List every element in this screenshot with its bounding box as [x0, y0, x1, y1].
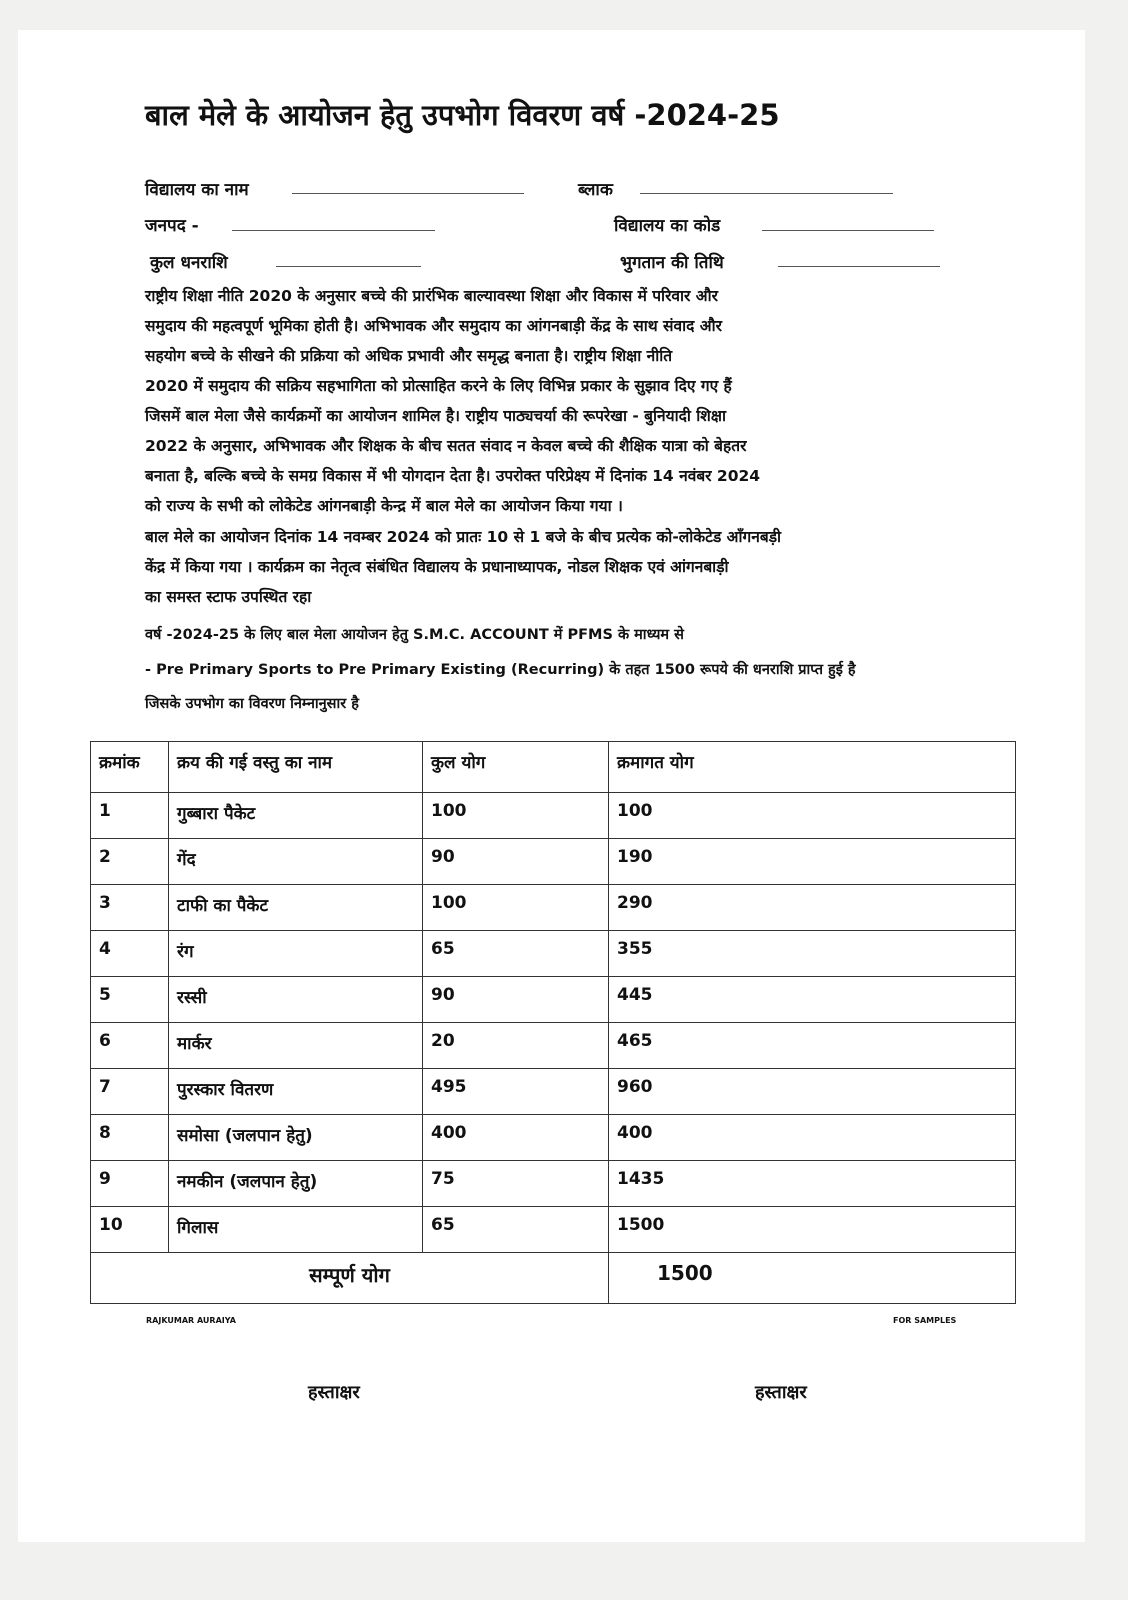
school-name-blank: [292, 192, 524, 194]
cell-serial: 5: [91, 977, 169, 1023]
school-code-label: विद्यालय का कोड: [614, 216, 721, 236]
total-value: 1500: [609, 1253, 1016, 1304]
cell-cumulative: 960: [609, 1069, 1016, 1115]
cell-cumulative: 1500: [609, 1207, 1016, 1253]
table-row: [91, 1161, 1016, 1207]
table-row: [91, 885, 1016, 931]
cell-serial: 3: [91, 885, 169, 931]
cell-item: समोसा (जलपान हेतु): [169, 1115, 423, 1161]
table-row: [91, 839, 1016, 885]
cell-item: रस्सी: [169, 977, 423, 1023]
block-blank: [640, 192, 893, 194]
table-header-row: [91, 742, 1016, 793]
cell-cumulative: 400: [609, 1115, 1016, 1161]
cell-item: टाफी का पैकेट: [169, 885, 423, 931]
total-amount-blank: [276, 265, 421, 267]
school-name-label: विद्यालय का नाम: [145, 180, 249, 200]
cell-amount: 65: [423, 1207, 609, 1253]
table-row: [91, 977, 1016, 1023]
cell-serial: 7: [91, 1069, 169, 1115]
cell-item: गिलास: [169, 1207, 423, 1253]
cell-serial: 10: [91, 1207, 169, 1253]
paragraph-line: 2020 में समुदाय की सक्रिय सहभागिता को प्रोत्साहित करने के लिए विभिन्न प्रकार के सुझाव दिए गए हैं: [145, 377, 732, 395]
table-row: [91, 793, 1016, 839]
paragraph-line: बनाता है, बल्कि बच्चे के समग्र विकास में भी योगदान देता है। उपरोक्त परिप्रेक्ष्य में दिनांक 14 नवंबर 2024: [145, 467, 761, 485]
cell-item: रंग: [169, 931, 423, 977]
district-blank: [232, 229, 435, 231]
cell-cumulative: 100: [609, 793, 1016, 839]
funding-line: - Pre Primary Sports to Pre Primary Existing (Recurring) के तहत 1500 रूपये की धनराशि प्राप्त हुई है: [145, 662, 856, 678]
cell-amount: 100: [423, 885, 609, 931]
cell-item: गेंद: [169, 839, 423, 885]
payment-date-label: भुगतान की तिथि: [620, 253, 724, 273]
table-row: [91, 1069, 1016, 1115]
total-amount-label: कुल धनराशि: [150, 253, 228, 273]
cell-amount: 90: [423, 977, 609, 1023]
left-note: RAJKUMAR AURAIYA: [146, 1316, 236, 1325]
cell-item: मार्कर: [169, 1023, 423, 1069]
header-cumulative: क्रमागत योग: [609, 742, 1016, 793]
signature-left: हस्ताक्षर: [308, 1382, 360, 1403]
paragraph-line: समुदाय की महत्वपूर्ण भूमिका होती है। अभिभावक और समुदाय का आंगनबाड़ी केंद्र के साथ संवाद और: [145, 317, 722, 335]
cell-serial: 4: [91, 931, 169, 977]
cell-serial: 1: [91, 793, 169, 839]
payment-date-blank: [778, 265, 940, 267]
cell-amount: 75: [423, 1161, 609, 1207]
cell-amount: 90: [423, 839, 609, 885]
paragraph-line: केंद्र में किया गया । कार्यक्रम का नेतृत्व संबंधित विद्यालय के प्रधानाध्यापक, नोडल शिक्षक एवं आंगनबाड़ी: [145, 558, 729, 576]
table-row: [91, 1207, 1016, 1253]
signature-right: हस्ताक्षर: [755, 1382, 807, 1403]
table-row: [91, 1023, 1016, 1069]
header-item: क्रय की गई वस्तु का नाम: [169, 742, 423, 793]
paragraph-line: 2022 के अनुसार, अभिभावक और शिक्षक के बीच सतत संवाद न केवल बच्चे की शैक्षिक यात्रा को बेहतर: [145, 437, 747, 455]
cell-serial: 6: [91, 1023, 169, 1069]
expense-table: [90, 741, 1016, 1304]
cell-cumulative: 190: [609, 839, 1016, 885]
cell-cumulative: 465: [609, 1023, 1016, 1069]
cell-cumulative: 1435: [609, 1161, 1016, 1207]
funding-line: वर्ष -2024-25 के लिए बाल मेला आयोजन हेतु S.M.C. ACCOUNT में PFMS के माध्यम से: [145, 627, 684, 643]
total-row: [91, 1253, 1016, 1304]
table-row: [91, 931, 1016, 977]
cell-serial: 8: [91, 1115, 169, 1161]
paragraph-line: बाल मेले का आयोजन दिनांक 14 नवम्बर 2024 को प्रातः 10 से 1 बजे के बीच प्रत्येक को-लोकेटेड आँगनबड़ी: [145, 528, 782, 546]
cell-amount: 20: [423, 1023, 609, 1069]
cell-amount: 400: [423, 1115, 609, 1161]
cell-amount: 100: [423, 793, 609, 839]
paragraph-line: राष्ट्रीय शिक्षा नीति 2020 के अनुसार बच्चे की प्रारंभिक बाल्यावस्था शिक्षा और विकास में परिवार और: [145, 287, 718, 305]
paragraph-line: को राज्य के सभी को लोकेटेड आंगनबाड़ी केन्द्र में बाल मेले का आयोजन किया गया ।: [145, 497, 623, 515]
cell-amount: 65: [423, 931, 609, 977]
cell-item: पुरस्कार वितरण: [169, 1069, 423, 1115]
school-code-blank: [762, 229, 934, 231]
document-title: बाल मेले के आयोजन हेतु उपभोग विवरण वर्ष -2024-25: [145, 98, 780, 132]
paragraph-line: सहयोग बच्चे के सीखने की प्रक्रिया को अधिक प्रभावी और समृद्ध बनाता है। राष्ट्रीय शिक्षा नीति: [145, 347, 673, 365]
paragraph-line: जिसमें बाल मेला जैसे कार्यक्रमों का आयोजन शामिल है। राष्ट्रीय पाठ्यचर्या की रूपरेखा - बुनियादी शिक्षा: [145, 407, 726, 425]
cell-serial: 9: [91, 1161, 169, 1207]
cell-item: नमकीन (जलपान हेतु): [169, 1161, 423, 1207]
cell-cumulative: 290: [609, 885, 1016, 931]
funding-line: जिसके उपभोग का विवरण निम्नानुसार है: [145, 696, 359, 712]
cell-amount: 495: [423, 1069, 609, 1115]
cell-cumulative: 445: [609, 977, 1016, 1023]
district-label: जनपद -: [145, 216, 199, 236]
paragraph-line: का समस्त स्टाफ उपस्थित रहा: [145, 588, 312, 606]
cell-item: गुब्बारा पैकेट: [169, 793, 423, 839]
cell-serial: 2: [91, 839, 169, 885]
right-note: FOR SAMPLES: [893, 1316, 957, 1325]
total-label: सम्पूर्ण योग: [91, 1253, 609, 1304]
header-amount: कुल योग: [423, 742, 609, 793]
cell-cumulative: 355: [609, 931, 1016, 977]
header-serial: क्रमांक: [91, 742, 169, 793]
block-label: ब्लाक: [578, 180, 613, 200]
table-row: [91, 1115, 1016, 1161]
